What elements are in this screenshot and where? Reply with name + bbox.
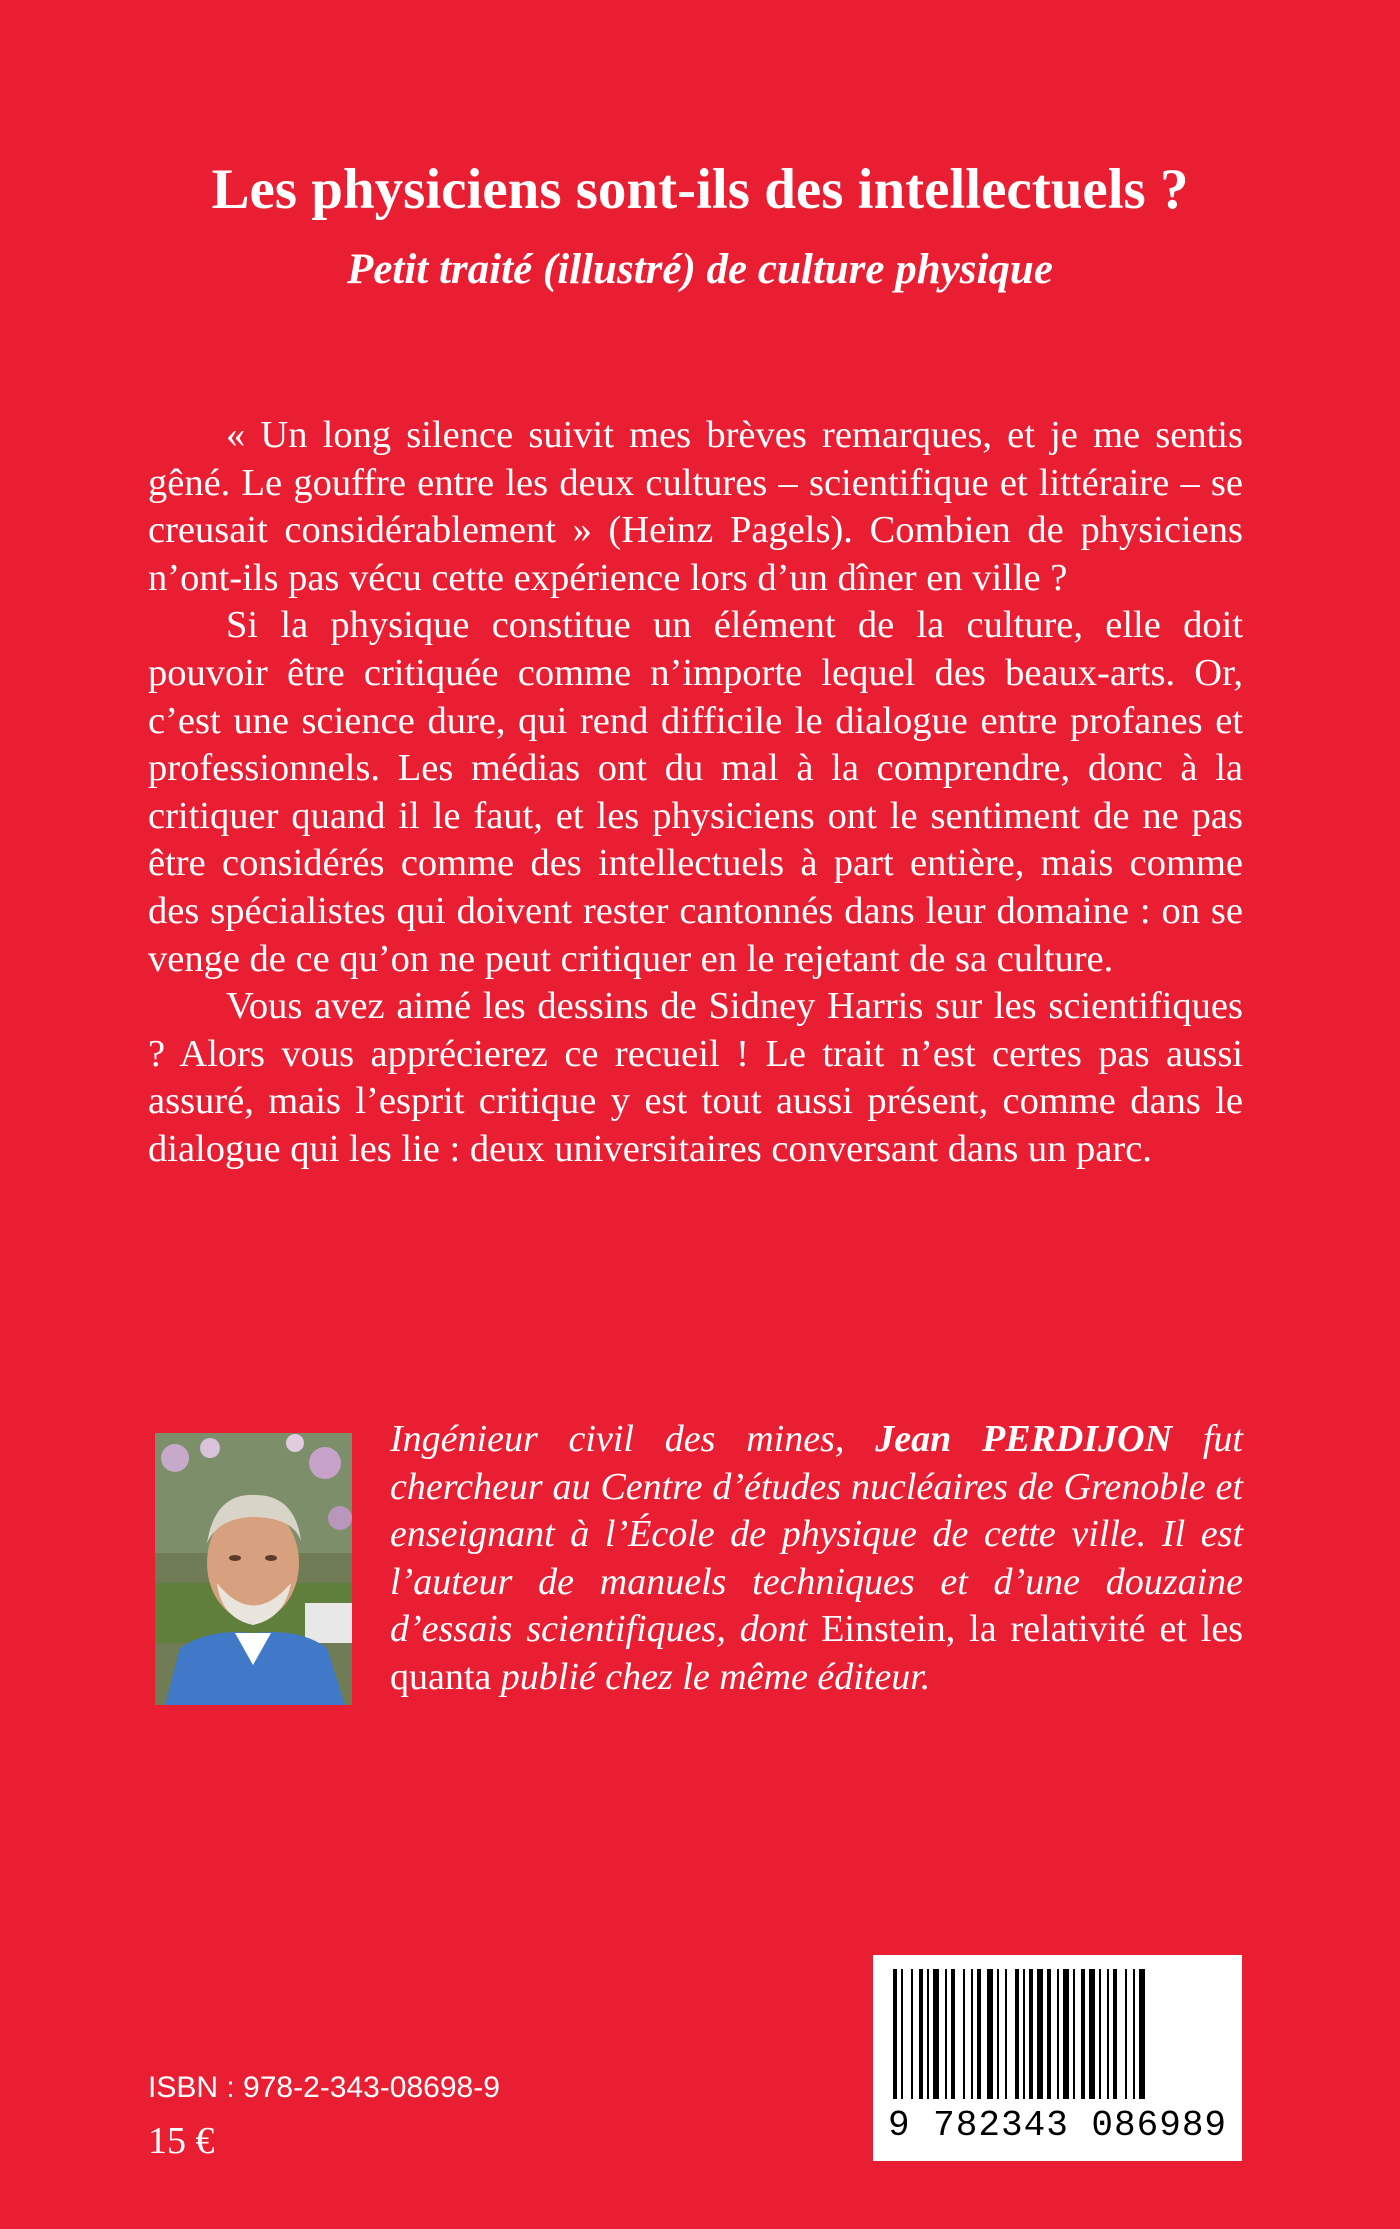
author-bio <box>390 1416 1243 1701</box>
author-portrait-icon <box>155 1433 352 1705</box>
barcode-bar <box>1139 1969 1145 2099</box>
price: 15 € <box>148 2120 215 2162</box>
bio-text-end: publié chez le même éditeur. <box>491 1655 931 1698</box>
barcode-bar <box>1005 1969 1007 2099</box>
barcode-bar <box>919 1969 923 2099</box>
barcode <box>873 1955 1242 2161</box>
barcode-bar <box>945 1969 947 2099</box>
barcode-bar <box>987 1969 993 2099</box>
bio-text: fut chercheur au Centre d’études nucléaires de Grenoble et enseignant à l’École de physique de cette ville. Il est l’auteur de manuels techniques et d’une douzaine d’essais scientifiques, dont <box>390 1418 1243 1650</box>
barcode-bar <box>1107 1969 1109 2099</box>
book-title: Les physiciens sont-ils des intellectuels ? <box>211 158 1189 221</box>
barcode-bar <box>1099 1969 1101 2099</box>
barcode-bar <box>1133 1969 1135 2099</box>
barcode-bar <box>911 1969 913 2099</box>
barcode-bar <box>1029 1969 1033 2099</box>
barcode-number: 9 782343 086989 <box>887 2105 1228 2146</box>
barcode-icon <box>873 1955 1242 2105</box>
author-photo <box>155 1433 352 1705</box>
barcode-bar <box>1125 1969 1127 2099</box>
blurb-paragraph: « Un long silence suivit mes brèves remarques, et je me sentis gêné. Le gouffre entre les deux cultures – scientifique et littéraire – se creusait considérablement » (Heinz Pagels). Combien de physiciens n’ont-ils pas vécu cette expérience lors d’un dîner en ville ? <box>148 414 1243 599</box>
book-subtitle: Petit traité (illustré) de culture physique <box>347 246 1053 293</box>
related-book-title: Einstein, la relativité et les quanta <box>390 1608 1243 1698</box>
barcode-bar <box>1015 1969 1019 2099</box>
barcode-bar <box>1047 1969 1051 2099</box>
barcode-bar <box>1057 1969 1059 2099</box>
blurb-paragraph: Si la physique constitue un élément de la culture, elle doit pouvoir être critiquée comme n’importe lequel des beaux-arts. Or, c’est une science dure, qui rend difficile le dialogue entre profanes et professionnels. Les médias ont du mal à la comprendre, donc à la critiquer quand il le faut, et les physiciens ont le sentiment de ne pas être considérés comme des intellectuels à part entière, mais comme des spécialistes qui doivent rester cantonnés dans leur domaine : on se venge de ce qu’on ne peut critiquer en le rejetant de sa culture. <box>148 604 1243 980</box>
barcode-bar <box>1063 1969 1069 2099</box>
barcode-bar <box>1113 1969 1117 2099</box>
barcode-bar <box>893 1969 897 2099</box>
barcode-bar <box>977 1969 981 2099</box>
barcode-bar <box>1089 1969 1095 2099</box>
barcode-bar <box>927 1969 929 2099</box>
isbn: ISBN : 978-2-343-08698-9 <box>148 2071 500 2104</box>
barcode-bar <box>1081 1969 1085 2099</box>
barcode-bar <box>933 1969 939 2099</box>
blurb-paragraph: Vous avez aimé les dessins de Sidney Harris sur les scientifiques ? Alors vous apprécierez ce recueil ! Le trait n’est certes pas aussi assuré, mais l’esprit critique y est tout aussi présent, comme dans le dialogue qui les lie : deux universitaires conversant dans un parc. <box>148 985 1243 1170</box>
barcode-bar <box>997 1969 999 2099</box>
barcode-bar <box>971 1969 973 2099</box>
barcode-bar <box>1073 1969 1075 2099</box>
barcode-bar <box>951 1969 955 2099</box>
barcode-bar <box>1023 1969 1025 2099</box>
barcode-bar <box>963 1969 965 2099</box>
back-cover-blurb <box>148 412 1243 1174</box>
barcode-bar <box>901 1969 903 2099</box>
bio-intro: Ingénieur civil des mines, <box>390 1418 876 1460</box>
author-name: Jean PERDIJON <box>875 1418 1173 1460</box>
barcode-bar <box>1037 1969 1043 2099</box>
